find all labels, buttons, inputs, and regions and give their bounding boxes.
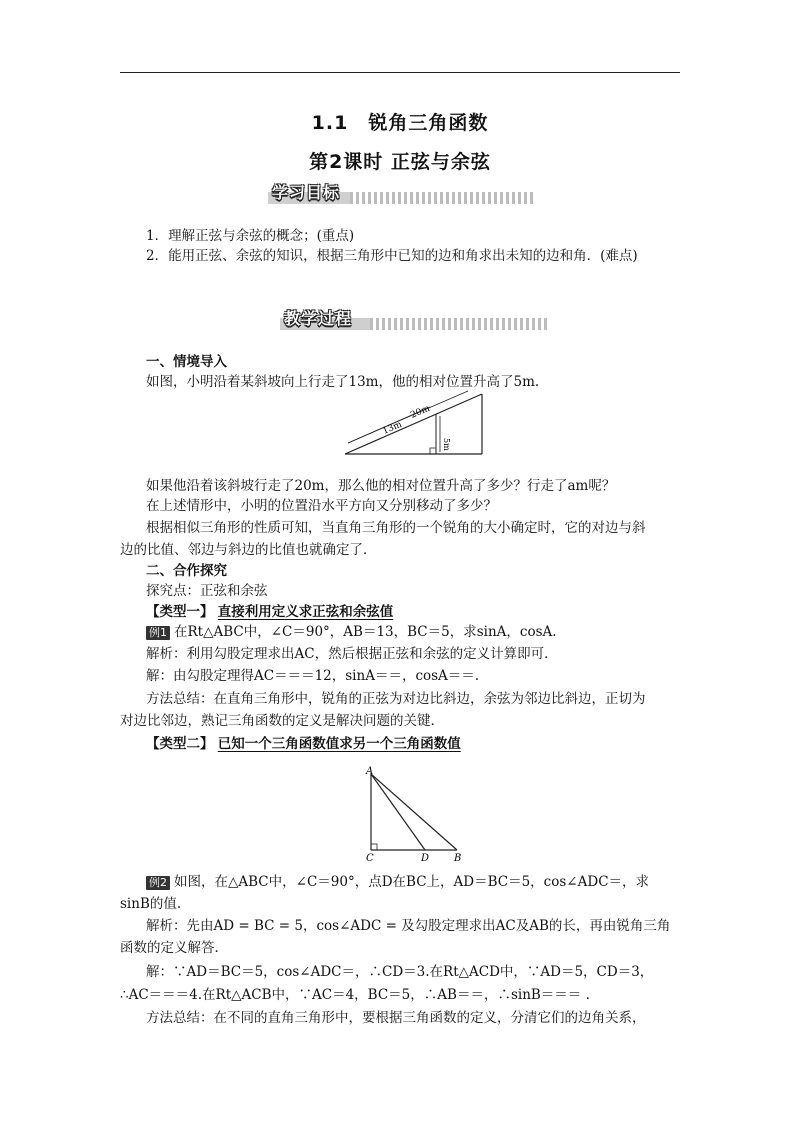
ex2-solution-a: 解：∵AD＝BC＝5，cos∠ADC＝，∴CD＝3.在Rt△ACD中，∵AD＝5，CD＝3， (146, 964, 654, 980)
ex2-summary: 方法总结：在不同的直角三角形中，要根据三角函数的定义，分清它们的边角关系， (146, 1010, 646, 1026)
explore-point: 探究点：正弦和余弦 (146, 583, 268, 599)
ex2-text-a: 如图，在△ABC中，∠C＝90°，点D在BC上，AD＝BC＝5，cos∠ADC＝，求 (174, 874, 650, 890)
ex2-text-b: sinB的值. (120, 896, 182, 912)
top-rule (120, 72, 680, 73)
lesson-title: 第2课时 正弦与余弦 (309, 151, 491, 173)
coop-heading: 二、合作探究 (146, 563, 227, 579)
goals-banner-dots (350, 192, 536, 204)
example-2-tag: 例2 (146, 876, 170, 890)
intro-p1: 如图，小明沿着某斜坡向上行走了13m，他的相对位置升高了5m. (146, 374, 540, 390)
ex2-row (146, 872, 706, 892)
example-1-tag: 例1 (146, 626, 170, 640)
ex1-solution: 解：由勾股定理得AC＝＝＝12，sinA＝＝，cosA＝＝. (146, 668, 480, 684)
ex1-text: 在Rt△ABC中，∠C＝90°，AB＝13，BC＝5，求sinA，cosA. (174, 624, 557, 640)
intro-p4b: 边的比值、邻边与斜边的比值也就确定了． (120, 542, 377, 558)
intro-p3: 在上述情形中，小明的位置沿水平方向又分别移动了多少？ (146, 498, 497, 514)
triangle-figure (360, 764, 470, 864)
ex2-solution-b: ∴AC＝＝＝4.在Rt△ACB中，∵AC＝4，BC＝5，∴AB＝＝，∴sinB＝＝＝ . (120, 987, 590, 1003)
slope-label-5m: 5m (442, 438, 451, 451)
type1-title: 直接利用定义求正弦和余弦值 (217, 604, 394, 620)
ex2-analysis-a: 解析：先由AD = BC = 5，cos∠ADC = 及勾股定理求出AC及AB的长，再由锐角三角 (146, 918, 671, 934)
goal-2: 2．能用正弦、余弦的知识，根据三角形中已知的边和角求出未知的边和角．(难点) (146, 248, 638, 264)
type1-row (146, 602, 706, 622)
slope-label-20m: 20m (409, 403, 432, 421)
ex1-summary-b: 对边比邻边，熟记三角函数的定义是解决问题的关键． (120, 713, 444, 729)
process-banner-dots (370, 318, 548, 330)
slope-label-13m: 13m (381, 419, 404, 437)
ex1-row (146, 622, 706, 642)
intro-p2: 如果他沿着该斜坡行走了20m，那么他的相对位置升高了多少？行走了am呢？ (146, 478, 616, 494)
intro-heading: 一、情境导入 (146, 354, 227, 370)
type2-title: 已知一个三角函数值求另一个三角函数值 (217, 736, 461, 752)
type2-label: 【类型二】 (146, 736, 214, 752)
page-title: 1.1 锐角三角函数 (311, 112, 489, 134)
type1-label: 【类型一】 (146, 604, 214, 620)
ex1-summary-a: 方法总结：在直角三角形中，锐角的正弦为对边比斜边，余弦为邻边比斜边，正切为 (146, 691, 646, 707)
ex2-analysis-b: 函数的定义解答． (120, 940, 228, 956)
vertex-c: C (366, 853, 374, 864)
type2-row (146, 734, 706, 754)
vertex-a: A (366, 766, 374, 777)
vertex-d: D (421, 853, 430, 864)
ex1-analysis: 解析：利用勾股定理求出AC，然后根据正弦和余弦的定义计算即可． (146, 646, 558, 662)
intro-p4a: 根据相似三角形的性质可知，当直角三角形的一个锐角的大小确定时，它的对边与斜 (146, 520, 646, 536)
goals-heading: 学习目标 (272, 183, 341, 202)
slope-figure (340, 388, 490, 464)
process-heading: 教学过程 (284, 309, 353, 328)
vertex-b: B (454, 853, 462, 864)
goal-1: 1．理解正弦与余弦的概念；(重点) (146, 228, 355, 244)
